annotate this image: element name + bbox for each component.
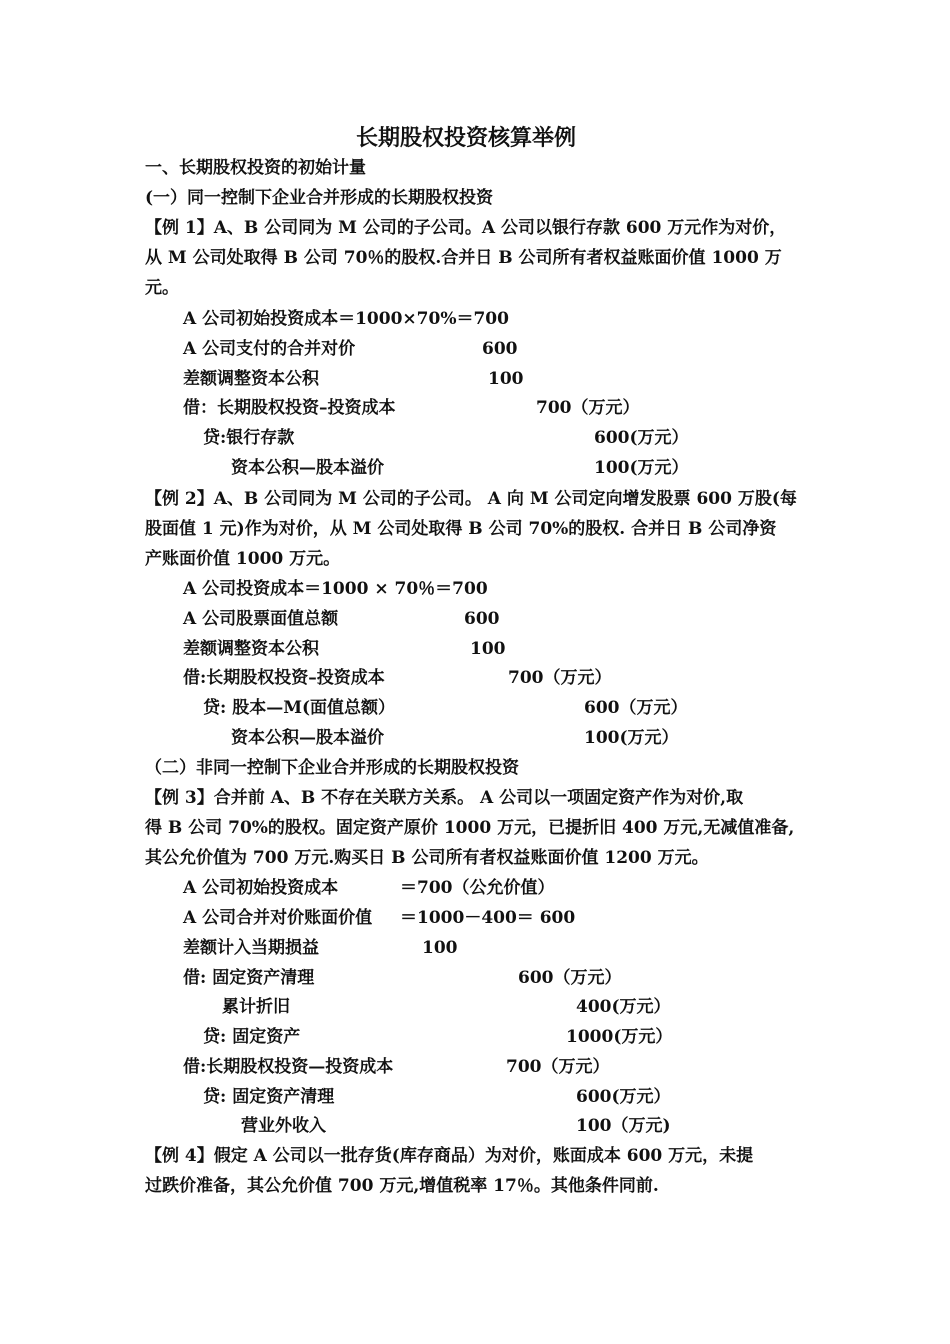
journal-debit-amount: 700（万元） [508,668,612,688]
calc-value: 600 [464,609,500,629]
calc-value: 100 [422,938,458,958]
journal-credit-amount: 600(万元） [576,1087,671,1107]
journal-credit-amount: 600(万元） [594,428,689,448]
journal-credit-label: 资本公积—股本溢价 [231,458,384,478]
calc-value: 600 [482,339,518,359]
journal-debit-amount: 700（万元） [536,398,640,418]
section-heading: 一、长期股权投资的初始计量 [145,158,366,178]
calc-value: 100 [488,369,524,389]
calc-label: A 公司初始投资成本 [183,878,339,898]
calc-label: A 公司支付的合并对价 [183,339,356,359]
example-2-line-1: 【例 2】A、B 公司同为 M 公司的子公司。 A 向 M 公司定向增发股票 600 万股(每 [145,489,797,509]
example-2-line-2: 股面值 1 元)作为对价，从 M 公司处取得 B 公司 70%的股权. 合并日 B 公司净资 [145,519,777,539]
journal-credit-amount: 100(万元） [594,458,689,478]
journal-credit-label: 营业外收入 [241,1116,326,1136]
example-1-line-1: 【例 1】A、B 公司同为 M 公司的子公司。A 公司以银行存款 600 万元作为对价， [145,218,787,238]
example-4-line-1: 【例 4】假定 A 公司以一批存货(库存商品）为对价，账面成本 600 万元，未提 [145,1146,754,1166]
example-1-line-3: 元。 [145,278,179,298]
calc-label: 差额调整资本公积 [183,369,319,389]
journal-credit-amount: 600（万元） [584,698,688,718]
example-3-line-3: 其公允价值为 700 万元.购买日 B 公司所有者权益账面价值 1200 万元。 [145,848,709,868]
example-3-line-1: 【例 3】合并前 A、B 不存在关联方关系。 A 公司以一项固定资产作为对价,取 [145,788,744,808]
calc-value: ＝1000－400＝ 600 [400,908,576,928]
journal-debit-label: 借:长期股权投资–投资成本 [183,668,385,688]
journal-debit-label: 借：长期股权投资–投资成本 [183,398,396,418]
journal-credit-label: 贷:银行存款 [203,428,295,448]
calc-label: A 公司合并对价账面价值 [183,908,373,928]
calc-line: A 公司初始投资成本＝1000×70%＝700 [183,309,509,329]
journal-credit-label: 资本公积—股本溢价 [231,728,384,748]
example-3-line-2: 得 B 公司 70%的股权。固定资产原价 1000 万元，已提折旧 400 万元,无减值准备, [145,818,795,838]
calc-value: 100 [470,639,506,659]
example-1-line-2: 从 M 公司处取得 B 公司 70％的股权.合并日 B 公司所有者权益账面价值 1000 万 [145,248,782,268]
example-2-line-3: 产账面价值 1000 万元。 [145,549,341,569]
journal-debit-label: 借:长期股权投资—投资成本 [183,1057,394,1077]
journal-credit-label: 贷: 固定资产清理 [203,1087,335,1107]
journal-debit-amount: 600（万元） [518,968,622,988]
journal-debit-amount: 400(万元） [576,997,671,1017]
subsection-heading: (一）同一控制下企业合并形成的长期股权投资 [145,188,494,208]
calc-label: 差额计入当期损益 [183,938,319,958]
journal-credit-amount: 100（万元) [576,1116,671,1136]
journal-credit-amount: 100(万元） [584,728,679,748]
journal-credit-label: 贷: 固定资产 [203,1027,301,1047]
journal-debit-label: 累计折旧 [222,997,290,1017]
journal-credit-amount: 1000(万元） [566,1027,673,1047]
subsection-heading: （二）非同一控制下企业合并形成的长期股权投资 [145,758,519,778]
example-4-line-2: 过跌价准备，其公允价值 700 万元,增值税率 17％。其他条件同前. [145,1176,659,1196]
calc-label: 差额调整资本公积 [183,639,319,659]
journal-debit-label: 借: 固定资产清理 [183,968,315,988]
calc-line: A 公司投资成本＝1000 × 70％＝700 [183,579,488,599]
calc-label: A 公司股票面值总额 [183,609,339,629]
calc-value: ＝700（公允价值） [400,878,555,898]
journal-credit-label: 贷: 股本—M(面值总额） [203,698,396,718]
doc-title: 长期股权投资核算举例 [356,125,577,151]
journal-debit-amount: 700（万元） [506,1057,610,1077]
